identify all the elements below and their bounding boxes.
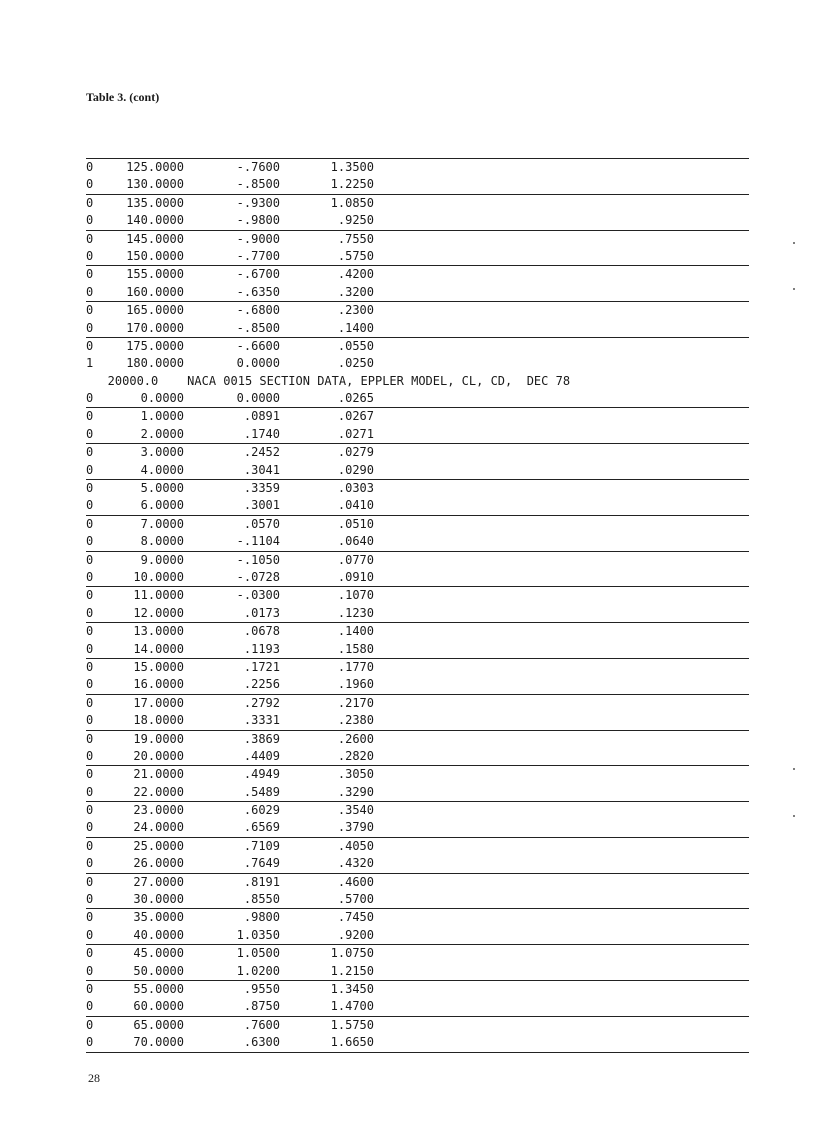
table-row xyxy=(86,748,749,765)
cd-cell: 1.3450 xyxy=(330,981,374,996)
angle-cell: 17.0000 xyxy=(133,695,184,710)
flag-cell: 0 xyxy=(86,820,94,835)
table-row xyxy=(86,194,749,212)
cd-cell: 1.6650 xyxy=(330,1035,374,1050)
table-row xyxy=(86,426,749,443)
table-row xyxy=(86,891,749,908)
cd-cell: .0279 xyxy=(337,445,374,460)
flag-cell: 0 xyxy=(86,231,94,246)
cl-cell: 1.0350 xyxy=(236,927,280,942)
table-row xyxy=(86,248,749,265)
angle-cell: 19.0000 xyxy=(133,731,184,746)
table-row xyxy=(86,676,749,693)
table-row xyxy=(86,407,749,425)
cl-cell: .6569 xyxy=(243,820,280,835)
cl-cell: .0891 xyxy=(243,409,280,424)
cd-cell: .1770 xyxy=(337,659,374,674)
cl-cell: .4409 xyxy=(243,748,280,763)
flag-cell: 0 xyxy=(86,784,94,799)
angle-cell: 55.0000 xyxy=(133,981,184,996)
cd-cell: .9200 xyxy=(337,927,374,942)
flag-cell: 0 xyxy=(86,999,94,1014)
table-row xyxy=(86,443,749,461)
cd-cell: .2380 xyxy=(337,713,374,728)
cl-cell: .3331 xyxy=(243,713,280,728)
table-row xyxy=(86,284,749,301)
cd-cell: .3540 xyxy=(337,803,374,818)
angle-cell: 14.0000 xyxy=(133,641,184,656)
flag-cell: 0 xyxy=(86,767,94,782)
angle-cell: 15.0000 xyxy=(133,659,184,674)
angle-cell: 175.0000 xyxy=(126,338,184,353)
angle-cell: 11.0000 xyxy=(133,588,184,603)
cl-cell: .1740 xyxy=(243,426,280,441)
table-row xyxy=(86,1034,749,1052)
flag-cell: 0 xyxy=(86,731,94,746)
angle-cell: 35.0000 xyxy=(133,910,184,925)
table-row xyxy=(86,569,749,586)
angle-cell: 0.0000 xyxy=(140,391,184,406)
table-row xyxy=(86,980,749,998)
cl-cell: -.6800 xyxy=(236,303,280,318)
table-row xyxy=(86,730,749,748)
table-row xyxy=(86,497,749,514)
cl-cell: -.9800 xyxy=(236,213,280,228)
cl-cell: .4949 xyxy=(243,767,280,782)
table-row xyxy=(86,605,749,622)
table-row xyxy=(86,819,749,836)
flag-cell: 0 xyxy=(86,569,94,584)
cl-cell: 1.0200 xyxy=(236,963,280,978)
cd-cell: 1.2150 xyxy=(330,963,374,978)
cl-cell: .0678 xyxy=(243,624,280,639)
cd-cell: 1.3500 xyxy=(330,160,374,174)
cl-cell: .7600 xyxy=(243,1017,280,1032)
cl-cell: .1193 xyxy=(243,641,280,656)
scan-speck xyxy=(793,768,795,770)
table-row xyxy=(86,337,749,355)
cd-cell: .1960 xyxy=(337,677,374,692)
cd-cell: .3200 xyxy=(337,284,374,299)
cd-cell: .2820 xyxy=(337,748,374,763)
flag-cell: 0 xyxy=(86,874,94,889)
angle-cell: 27.0000 xyxy=(133,874,184,889)
cl-cell: -.6600 xyxy=(236,338,280,353)
cd-cell: .5750 xyxy=(337,248,374,263)
angle-cell: 26.0000 xyxy=(133,856,184,871)
table-row xyxy=(86,998,749,1015)
cd-cell: .4050 xyxy=(337,838,374,853)
angle-cell: 12.0000 xyxy=(133,605,184,620)
cd-cell: .1400 xyxy=(337,320,374,335)
cl-cell: .2452 xyxy=(243,445,280,460)
cl-cell: .3001 xyxy=(243,498,280,513)
flag-cell: 0 xyxy=(86,177,94,192)
angle-cell: 170.0000 xyxy=(126,320,184,335)
flag-cell: 0 xyxy=(86,534,94,549)
flag-cell: 0 xyxy=(86,481,94,496)
cl-cell: -.6350 xyxy=(236,284,280,299)
angle-cell: 20.0000 xyxy=(133,748,184,763)
table-row xyxy=(86,533,749,550)
cl-cell: -.9000 xyxy=(236,231,280,246)
flag-cell: 0 xyxy=(86,445,94,460)
cd-cell: 1.5750 xyxy=(330,1017,374,1032)
cl-cell: -.1104 xyxy=(236,534,280,549)
flag-cell: 0 xyxy=(86,1035,94,1050)
flag-cell: 0 xyxy=(86,338,94,353)
table-row xyxy=(86,176,749,193)
cd-cell: .0250 xyxy=(337,356,374,371)
scan-speck xyxy=(793,288,795,290)
cd-cell: .2300 xyxy=(337,303,374,318)
flag-cell: 0 xyxy=(86,160,94,174)
flag-cell: 0 xyxy=(86,695,94,710)
cl-cell: .0173 xyxy=(243,605,280,620)
flag-cell: 0 xyxy=(86,892,94,907)
cd-cell: .0290 xyxy=(337,462,374,477)
cd-cell: .3050 xyxy=(337,767,374,782)
angle-cell: 70.0000 xyxy=(133,1035,184,1050)
flag-cell: 0 xyxy=(86,910,94,925)
cl-cell: .9800 xyxy=(243,910,280,925)
table-row xyxy=(86,551,749,569)
table-row xyxy=(86,712,749,729)
table-row xyxy=(86,586,749,604)
cl-cell: .7109 xyxy=(243,838,280,853)
scan-speck xyxy=(793,815,795,817)
cd-cell: .1580 xyxy=(337,641,374,656)
angle-cell: 13.0000 xyxy=(133,624,184,639)
angle-cell: 50.0000 xyxy=(133,963,184,978)
cd-cell: .3290 xyxy=(337,784,374,799)
cd-cell: .4200 xyxy=(337,267,374,282)
table-row xyxy=(86,927,749,944)
table-row xyxy=(86,801,749,819)
angle-cell: 140.0000 xyxy=(126,213,184,228)
cd-cell: .0303 xyxy=(337,481,374,496)
cl-cell: -.7600 xyxy=(236,160,280,174)
flag-cell: 0 xyxy=(86,624,94,639)
angle-cell: 22.0000 xyxy=(133,784,184,799)
flag-cell: 0 xyxy=(86,588,94,603)
cl-cell: .6029 xyxy=(243,803,280,818)
cd-cell: .4600 xyxy=(337,874,374,889)
cl-cell: .6300 xyxy=(243,1035,280,1050)
flag-cell: 0 xyxy=(86,320,94,335)
angle-cell: 40.0000 xyxy=(133,927,184,942)
cl-cell: .3041 xyxy=(243,462,280,477)
table-row xyxy=(86,658,749,676)
angle-cell: 130.0000 xyxy=(126,177,184,192)
table-row xyxy=(86,320,749,337)
cl-cell: .5489 xyxy=(243,784,280,799)
table-row xyxy=(86,855,749,872)
angle-cell: 125.0000 xyxy=(126,160,184,174)
cd-cell: .0265 xyxy=(337,391,374,406)
table-row xyxy=(86,158,749,176)
angle-cell: 24.0000 xyxy=(133,820,184,835)
table-row xyxy=(86,355,749,372)
table-row xyxy=(86,837,749,855)
angle-cell: 160.0000 xyxy=(126,284,184,299)
table-caption: Table 3. (cont) xyxy=(86,90,160,104)
cd-cell: .1070 xyxy=(337,588,374,603)
flag-cell: 0 xyxy=(86,267,94,282)
flag-cell: 0 xyxy=(86,516,94,531)
cd-cell: .0770 xyxy=(337,552,374,567)
angle-cell: 45.0000 xyxy=(133,946,184,961)
flag-cell: 0 xyxy=(86,748,94,763)
angle-cell: 6.0000 xyxy=(140,498,184,513)
flag-cell: 0 xyxy=(86,391,94,406)
cl-cell: .0570 xyxy=(243,516,280,531)
cl-cell: -.9300 xyxy=(236,195,280,210)
cl-cell: .2256 xyxy=(243,677,280,692)
flag-cell: 0 xyxy=(86,1017,94,1032)
cd-cell: .4320 xyxy=(337,856,374,871)
table-row xyxy=(86,622,749,640)
cd-cell: .5700 xyxy=(337,892,374,907)
flag-cell: 0 xyxy=(86,303,94,318)
cd-cell: .0510 xyxy=(337,516,374,531)
cd-cell: 1.2250 xyxy=(330,177,374,192)
flag-cell: 0 xyxy=(86,213,94,228)
table-row xyxy=(86,212,749,229)
cl-cell: .3869 xyxy=(243,731,280,746)
angle-cell: 10.0000 xyxy=(133,569,184,584)
cl-cell: .7649 xyxy=(243,856,280,871)
angle-cell: 8.0000 xyxy=(140,534,184,549)
cd-cell: .7550 xyxy=(337,231,374,246)
table-row xyxy=(86,1016,749,1034)
table-row xyxy=(86,694,749,712)
cd-cell: .3790 xyxy=(337,820,374,835)
flag-cell: 0 xyxy=(86,838,94,853)
cl-cell: .2792 xyxy=(243,695,280,710)
cl-cell: .9550 xyxy=(243,981,280,996)
cd-cell: .0271 xyxy=(337,426,374,441)
flag-cell: 0 xyxy=(86,195,94,210)
table-row xyxy=(86,462,749,479)
cd-cell: .2600 xyxy=(337,731,374,746)
table-row xyxy=(86,944,749,962)
flag-cell: 0 xyxy=(86,946,94,961)
table-row xyxy=(86,479,749,497)
cd-cell: .2170 xyxy=(337,695,374,710)
table-row xyxy=(86,784,749,801)
cd-cell: .1230 xyxy=(337,605,374,620)
cl-cell: .8191 xyxy=(243,874,280,889)
cl-cell: -.8500 xyxy=(236,177,280,192)
data-table xyxy=(86,158,749,1053)
angle-cell: 2.0000 xyxy=(140,426,184,441)
angle-cell: 180.0000 xyxy=(126,356,184,371)
angle-cell: 5.0000 xyxy=(140,481,184,496)
cl-cell: -.0300 xyxy=(236,588,280,603)
flag-cell: 1 xyxy=(86,356,94,371)
table-row xyxy=(86,873,749,891)
flag-cell: 0 xyxy=(86,498,94,513)
flag-cell: 0 xyxy=(86,677,94,692)
table-row xyxy=(86,230,749,248)
cl-cell: .1721 xyxy=(243,659,280,674)
flag-cell: 0 xyxy=(86,284,94,299)
scan-speck xyxy=(793,242,795,244)
angle-cell: 30.0000 xyxy=(133,892,184,907)
cd-cell: .9250 xyxy=(337,213,374,228)
angle-cell: 4.0000 xyxy=(140,462,184,477)
cl-cell: 0.0000 xyxy=(236,391,280,406)
table-row xyxy=(86,515,749,533)
cl-cell: .8750 xyxy=(243,999,280,1014)
table-row xyxy=(86,390,749,407)
table-row xyxy=(86,265,749,283)
angle-cell: 165.0000 xyxy=(126,303,184,318)
flag-cell: 0 xyxy=(86,552,94,567)
angle-cell: 7.0000 xyxy=(140,516,184,531)
flag-cell: 0 xyxy=(86,248,94,263)
table-row xyxy=(86,963,749,980)
cl-cell: .3359 xyxy=(243,481,280,496)
flag-cell: 0 xyxy=(86,659,94,674)
cl-cell: -.6700 xyxy=(236,267,280,282)
angle-cell: 16.0000 xyxy=(133,677,184,692)
cd-cell: .0410 xyxy=(337,498,374,513)
flag-cell: 0 xyxy=(86,927,94,942)
angle-cell: 65.0000 xyxy=(133,1017,184,1032)
flag-cell: 0 xyxy=(86,713,94,728)
cl-cell: -.1050 xyxy=(236,552,280,567)
flag-cell: 0 xyxy=(86,856,94,871)
cd-cell: .0267 xyxy=(337,409,374,424)
page-number: 28 xyxy=(88,1071,100,1085)
table-row xyxy=(86,301,749,319)
flag-cell: 0 xyxy=(86,803,94,818)
angle-cell: 25.0000 xyxy=(133,838,184,853)
cd-cell: .0550 xyxy=(337,338,374,353)
cd-cell: .0910 xyxy=(337,569,374,584)
angle-cell: 21.0000 xyxy=(133,767,184,782)
cd-cell: 1.4700 xyxy=(330,999,374,1014)
angle-cell: 135.0000 xyxy=(126,195,184,210)
cl-cell: 0.0000 xyxy=(236,356,280,371)
cl-cell: -.7700 xyxy=(236,248,280,263)
cl-cell: -.8500 xyxy=(236,320,280,335)
section-header: 20000.0 NACA 0015 SECTION DATA, EPPLER MODEL, CL, CD, DEC 78 xyxy=(86,373,571,388)
flag-cell: 0 xyxy=(86,426,94,441)
angle-cell: 155.0000 xyxy=(126,267,184,282)
angle-cell: 60.0000 xyxy=(133,999,184,1014)
angle-cell: 150.0000 xyxy=(126,248,184,263)
angle-cell: 145.0000 xyxy=(126,231,184,246)
table-row xyxy=(86,641,749,658)
flag-cell: 0 xyxy=(86,605,94,620)
cd-cell: .0640 xyxy=(337,534,374,549)
cd-cell: .7450 xyxy=(337,910,374,925)
angle-cell: 3.0000 xyxy=(140,445,184,460)
table-row xyxy=(86,908,749,926)
flag-cell: 0 xyxy=(86,963,94,978)
flag-cell: 0 xyxy=(86,981,94,996)
cd-cell: 1.0750 xyxy=(330,946,374,961)
angle-cell: 1.0000 xyxy=(140,409,184,424)
table-row xyxy=(86,765,749,783)
cd-cell: .1400 xyxy=(337,624,374,639)
cl-cell: 1.0500 xyxy=(236,946,280,961)
cl-cell: .8550 xyxy=(243,892,280,907)
flag-cell: 0 xyxy=(86,641,94,656)
angle-cell: 18.0000 xyxy=(133,713,184,728)
flag-cell: 0 xyxy=(86,462,94,477)
angle-cell: 9.0000 xyxy=(140,552,184,567)
angle-cell: 23.0000 xyxy=(133,803,184,818)
section-header-row xyxy=(86,373,749,390)
cl-cell: -.0728 xyxy=(236,569,280,584)
cd-cell: 1.0850 xyxy=(330,195,374,210)
flag-cell: 0 xyxy=(86,409,94,424)
